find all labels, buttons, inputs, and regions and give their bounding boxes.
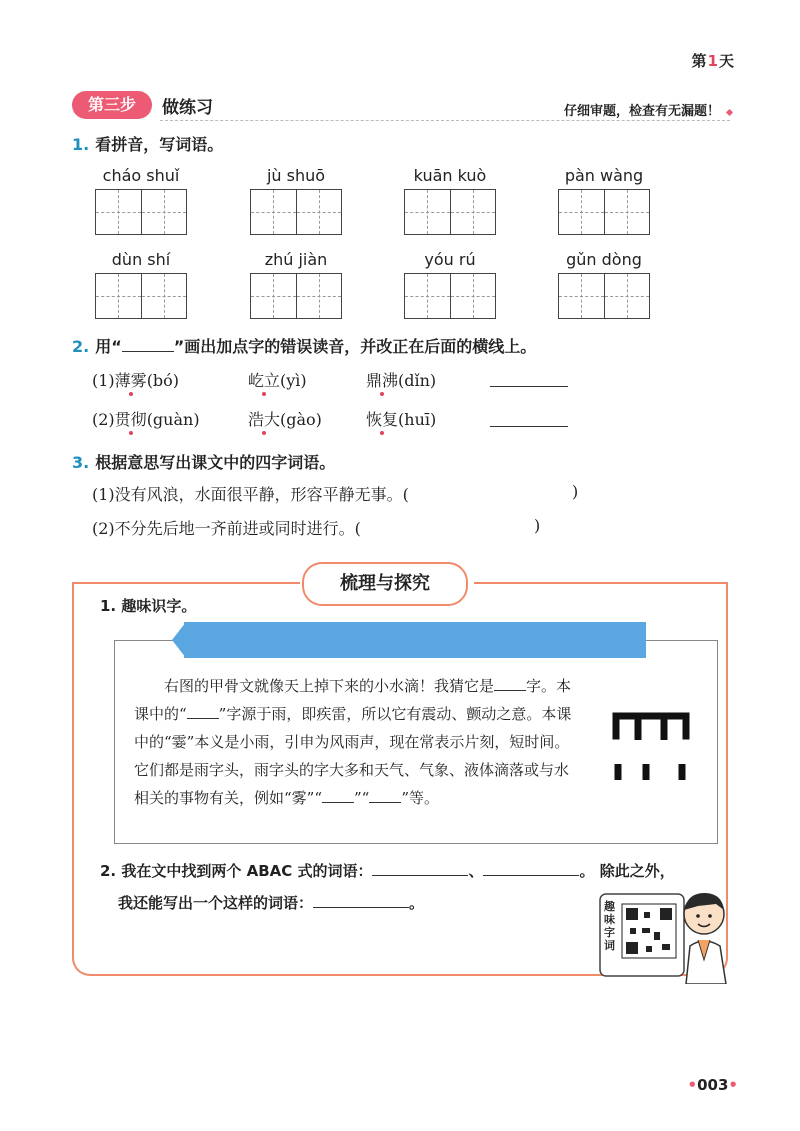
q2-row-2: (2)贯彻(guàn) bbox=[92, 410, 200, 429]
writing-grid[interactable] bbox=[250, 189, 342, 235]
subsection-1: 1. 趣味识字。 bbox=[100, 597, 197, 615]
q2-item: 恢复(huī) bbox=[366, 410, 437, 429]
step-badge: 第三步 bbox=[72, 91, 152, 119]
writing-grid[interactable] bbox=[404, 273, 496, 319]
oracle-bone-character-icon bbox=[612, 710, 692, 784]
q3-item-1: (1)没有风浪，水面很平静，形容平静无事。( bbox=[92, 485, 409, 504]
question-2: 2. 用“ ”画出加点字的错误读音，并改正在后面的横线上。 bbox=[72, 337, 537, 356]
pinyin-label: yóu rú bbox=[424, 250, 476, 269]
q3-item-2: (2)不分先后地一齐前进或同时进行。( bbox=[92, 519, 361, 538]
pinyin-label: dùn shí bbox=[111, 250, 171, 269]
answer-line[interactable] bbox=[490, 386, 568, 387]
step-title: 做练习 bbox=[162, 98, 213, 118]
subsection-2-cont: 我还能写出一个这样的词语： 。 bbox=[118, 894, 425, 912]
pinyin-label: kuān kuò bbox=[413, 166, 487, 185]
question-1: 1. 看拼音，写词语。 bbox=[72, 135, 224, 154]
q2-item: 浩大(gào) bbox=[248, 410, 322, 429]
pinyin-label: jù shuō bbox=[266, 166, 326, 185]
question-3: 3. 根据意思写出课文中的四字词语。 bbox=[72, 453, 336, 472]
answer-line[interactable] bbox=[490, 426, 568, 427]
pinyin-label: gǔn dòng bbox=[566, 250, 642, 269]
dotted-divider bbox=[160, 120, 730, 121]
subsection-2: 2. 我在文中找到两个 ABAC 式的词语： 、 。 除此之外， bbox=[100, 862, 675, 880]
qr-label: 趣味字词 bbox=[604, 900, 615, 952]
writing-grid[interactable] bbox=[95, 273, 187, 319]
writing-grid[interactable] bbox=[250, 273, 342, 319]
q3-close-paren: ) bbox=[572, 482, 579, 501]
writing-grid[interactable] bbox=[95, 189, 187, 235]
ribbon-banner bbox=[184, 622, 646, 658]
page-number: •003• bbox=[687, 1076, 738, 1094]
reading-paragraph: 右图的甲骨文就像天上掉下来的小水滴！我猜它是 字。本课中的“ ”字源于雨，即疾雷，所以它有震动、颤动之意。本课中的“霎”本义是小雨，引申为风雨声，现在常表示片刻，短时间。它们都是雨字头，雨字头的字大多和天气、气象、液体滴落或与水相关的事物有关，例如“雾”“ ”“ ”等。 bbox=[134, 677, 572, 807]
q2-row-1: (1)薄雾(bó) bbox=[92, 371, 180, 390]
q2-item: 鼎沸(dǐn) bbox=[366, 371, 437, 390]
step-note: 仔细审题，检查有无漏题！ bbox=[563, 104, 720, 119]
section-title: 梳理与探究 bbox=[302, 562, 468, 606]
accent-mark bbox=[726, 109, 733, 116]
pinyin-label: cháo shuǐ bbox=[102, 166, 180, 185]
pinyin-label: zhú jiàn bbox=[264, 250, 328, 269]
writing-grid[interactable] bbox=[558, 189, 650, 235]
q3-close-paren: ) bbox=[534, 516, 541, 535]
day-label: 第1天 bbox=[691, 52, 734, 70]
pinyin-label: pàn wàng bbox=[564, 166, 644, 185]
q2-item: 屹立(yì) bbox=[248, 371, 307, 390]
writing-grid[interactable] bbox=[558, 273, 650, 319]
writing-grid[interactable] bbox=[404, 189, 496, 235]
